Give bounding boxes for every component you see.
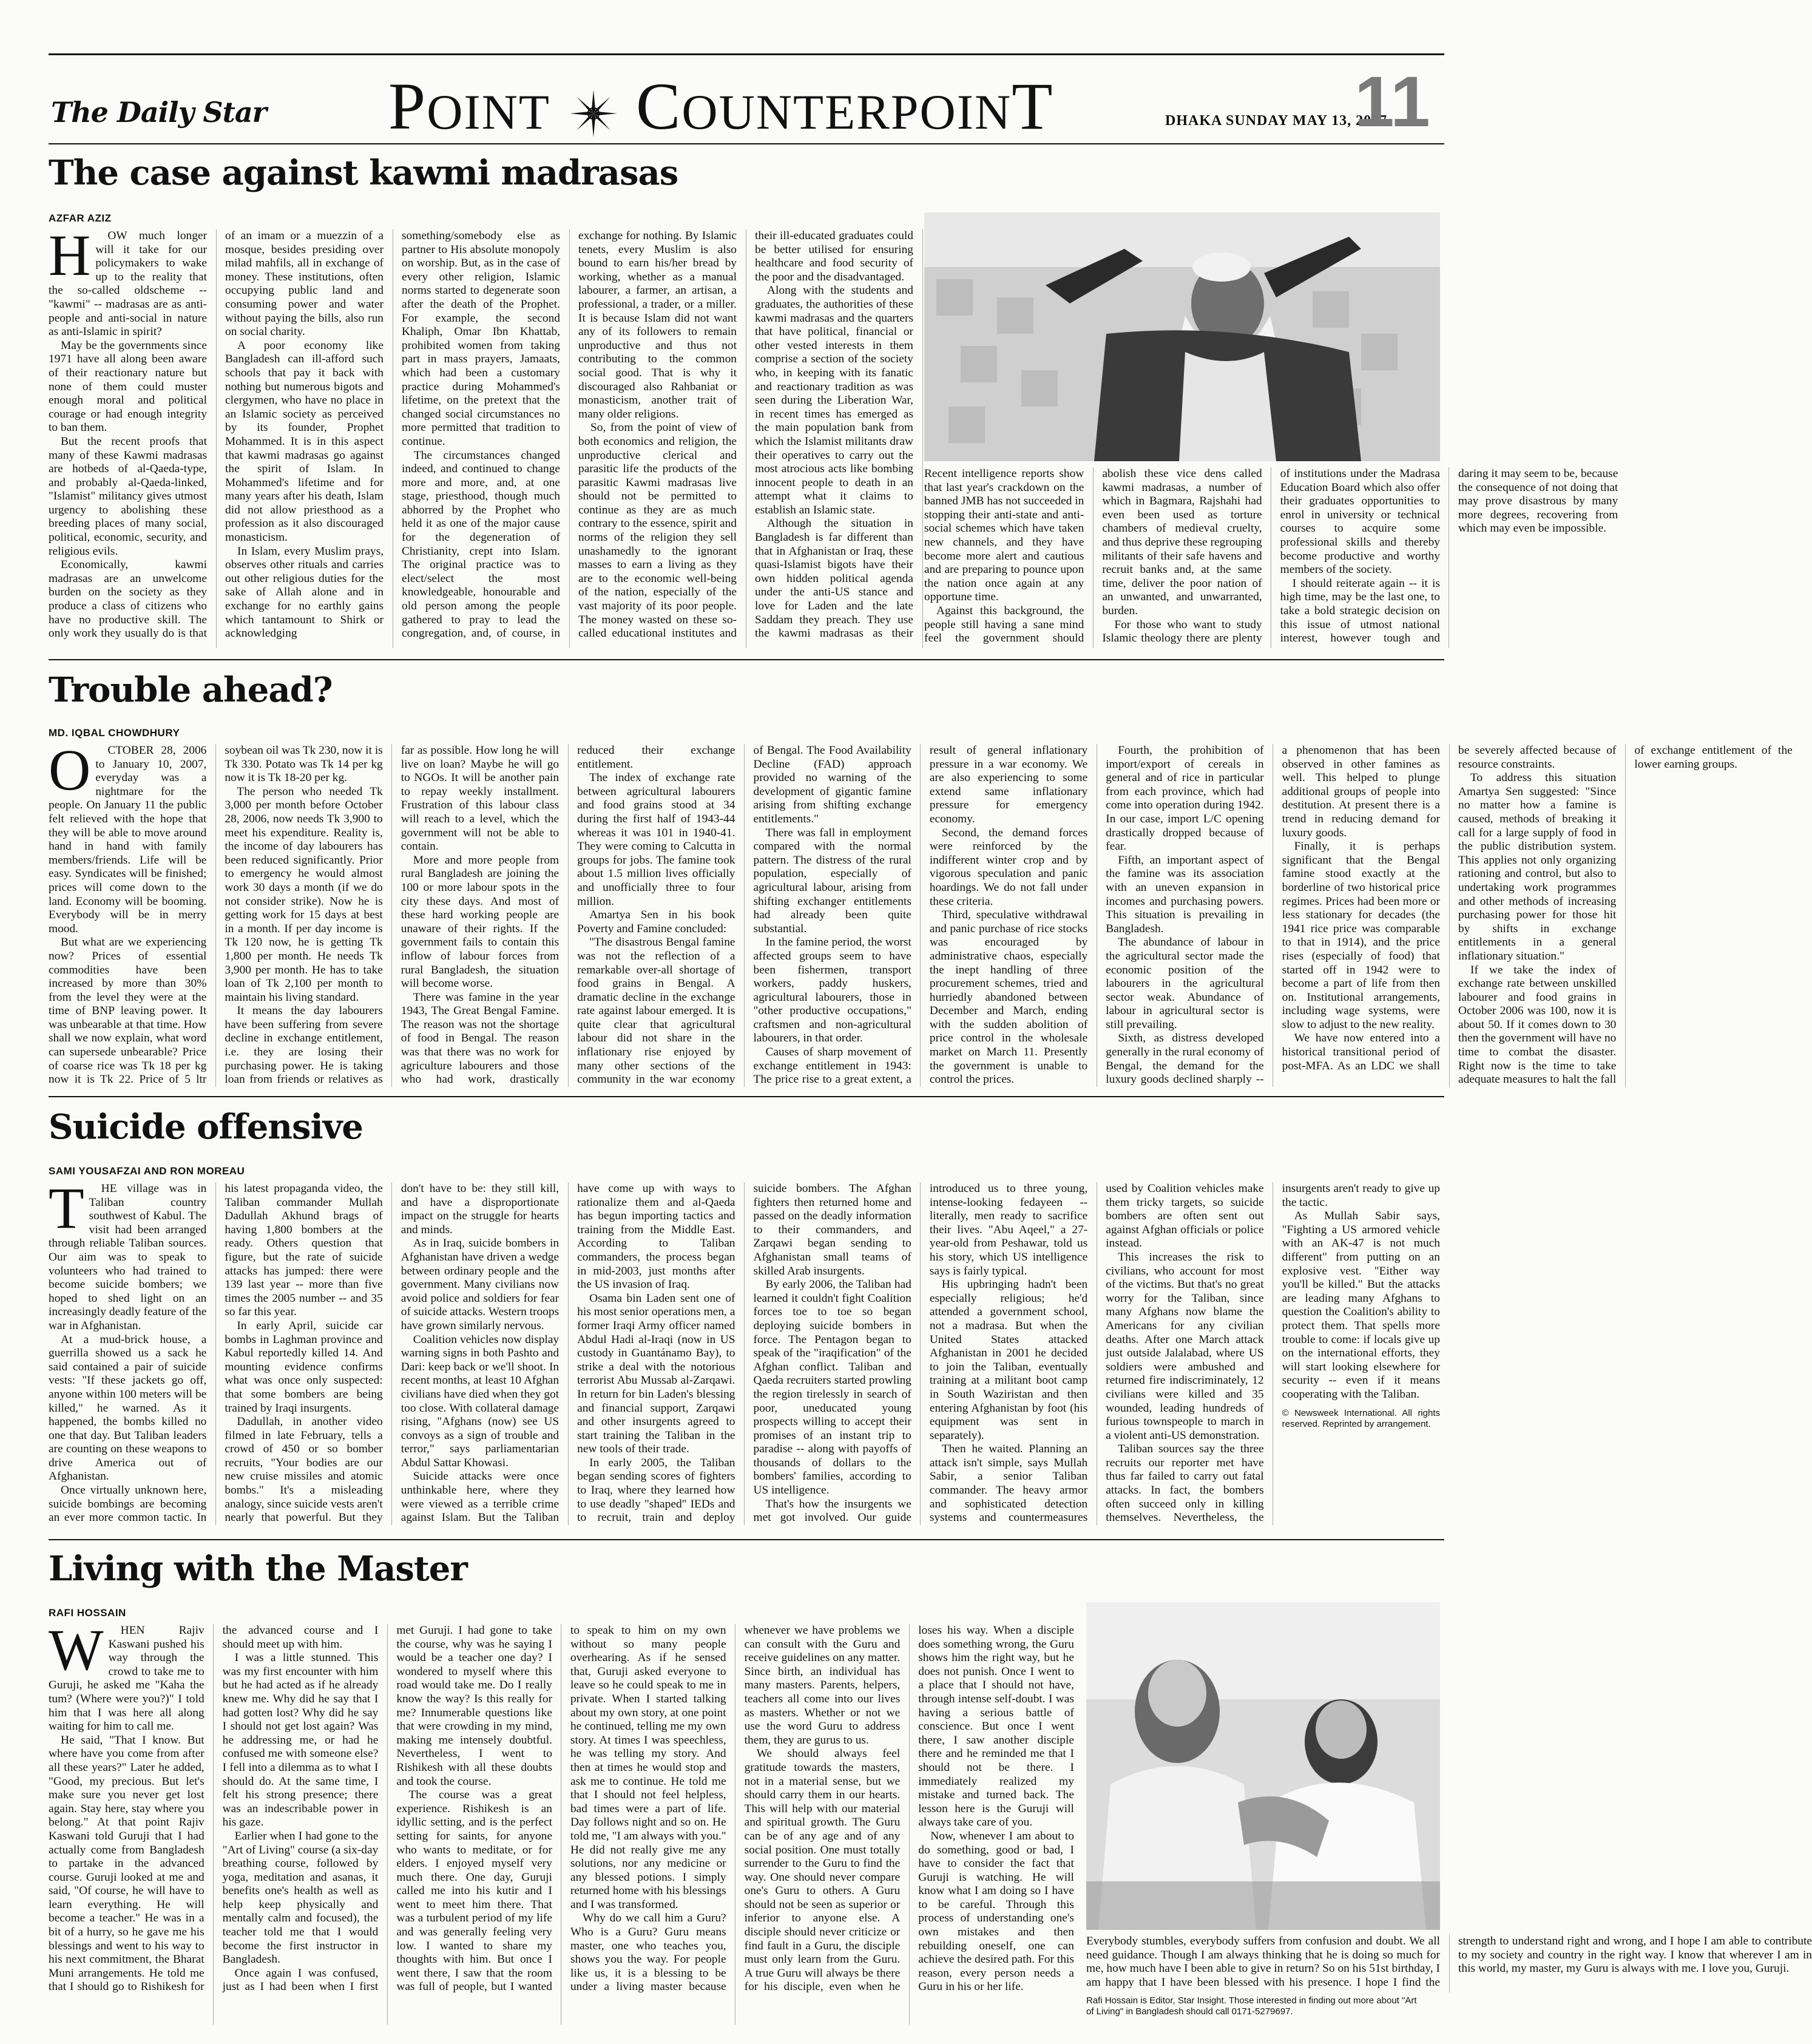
article-credit: © Newsweek International. All rights reserved. Reprinted by arrangement.	[1282, 1407, 1440, 1429]
article-byline: SAMI YOUSAFZAI AND RON MOREAU	[49, 1165, 245, 1177]
paragraph: CTOBER 28, 2006 to January 10, 2007, everyday was a nightmare for the people. On January 11 the public felt relieved with the hope that they will be able to move around hand in hand with family members/friends. Life will be easy. Syndicates will be finished; prices will come down to the land. Economy will be booming. Everybody will be in merry mood.	[49, 744, 207, 935]
article-body	[49, 223, 913, 648]
paragraph: This increases the risk to civilians, who account for most of the victims. But that's no great worry for the Taliban, since many Afghans now blame the Americans for any civilian deaths. After one March attack just outside Jalalabad, where US soldiers were ambushed and returned fire indiscriminately, 12 civilians were killed and 35 wounded, leading hundreds of furious townspeople to march in a violent anti-US demonstration.	[1106, 1250, 1264, 1442]
article-body-continued	[1086, 1935, 1812, 1992]
paragraph: The abundance of labour in the agricultural sector made the economic position of the labourers in the agricultural sector weak. Abundance of labour in agricultural sector is still prevailing.	[1106, 936, 1264, 1031]
article-body	[49, 737, 1793, 1087]
article-headline: The case against kawmi madrasas	[49, 153, 678, 193]
page-number: 11	[1354, 62, 1430, 142]
paragraph: Coalition vehicles now display warning signs in both Pashto and Dari: keep back or we'll shoot. In recent months, at least 10 Afghan civilians have died when they got too close. With collateral damage rising, "Afghans (now) see US convoys as a sign of trouble and terror," says parliamentarian Abdul Sattar Khowasi.	[401, 1333, 559, 1469]
paragraph: Earlier when I had gone to the "Art of Living" course (a six-day breathing course, followed by yoga, meditation and asanas, it benefits one's health as well as help keep physically and mentally calm and focused), the teacher told me that I would become the first instructor in Bangladesh.	[222, 1829, 379, 1966]
article-divider	[49, 659, 1444, 660]
drop-cap: O	[49, 737, 91, 802]
top-rule	[49, 53, 1444, 55]
paragraph: In early 2005, the Taliban began sending scores of fighters to Iraq, where they learned how to use deadly "shaped" IEDs and to recruit, train and deploy suicide bombers. The Afghan fighters then returned home and passed on the deadly information to their commanders, and Zarqawi began sending to Afghanistan small teams of skilled Arab insurgents.	[577, 1182, 911, 1525]
paragraph: He said, "That I know. But where have you come from after all these years?" Later he added, "Good, my precious. But let's make sure you never get lost again. Stay here, stay where you belong." At that point Rajiv Kaswani told Guruji that I had actually come from Bangladesh to partake in the advanced course. Guruji looked at me and said, "Of course, he will have to learn everything. He will become a teacher." He was in a bit of a hurry, so he gave me his blessings and went to his way to his next commitment, the Bharat Muni arrangements. He told me that I should go to Rishikesh for the advanced course and I should meet up with him.	[49, 1624, 379, 1994]
article-byline: MD. IQBAL CHOWDHURY	[49, 727, 180, 739]
paragraph: May be the governments since 1971 have all along been aware of their reactionary nature but none of them could muster enough moral and political courage or had enough integrity to ban them.	[49, 339, 207, 435]
article-body	[49, 1176, 1440, 1525]
article-byline: RAFI HOSSAIN	[49, 1607, 126, 1619]
paragraph: The circumstances changed indeed, and continued to change more and more, and, at one stage, priesthood, though much abhorred by the Prophet who held it as one of the major cause for the degeneration of Christianity, crept into Islam. The original practice was to elect/select the most knowledgeable, honourable and old person among the people gathered to pray to lead the congregation, and, of course, in exchange for nothing. By Islamic tenets, every Muslim is also bound to earn his/her bread by working, whether as a manual labourer, a farmer, an artisan, a professional, a trader, or a miller. It is because Islam did not want any of its followers to remain unproductive and thus not contributing to the common social good. That is why it discouraged also Rahbaniat or monasticism, another trait of many older religions.	[402, 229, 737, 640]
article-headline: Suicide offensive	[49, 1107, 363, 1147]
paragraph: Third, speculative withdrawal and panic purchase of rice stocks was encouraged by administrative chaos, especially the inept handling of three procurement schemes, tried and hurriedly abandoned between December and March, ending with the sudden abolition of price control in the wholesale market on March 11. Presently the government is unable to control the prices.	[929, 909, 1088, 1086]
paragraph: We should always feel gratitude towards the masters, not in a material sense, but we should carry them in our hearts. This will help with our material and spiritual growth. The Guru can be of any age and of any social position. One must totally surrender to the Guru to find the way. One should never compare one's Guru to others. A Guru should not be seen as superior or inferior to anyone else. A disciple should never criticize or find fault in a Guru, the disciple must only learn from the Guru. A true Guru will always be there for his disciple, even when he loses his way. When a disciple does something wrong, the Guru shows him the right way, but he does not punish. Once I went to a place that I should not have, through intense self-doubt. I was having a serious battle of conscience. But once I went there, I saw another disciple there and he reminded me that I should not be there. I immediately realized my mistake and turned back. The lesson here is the Guruji will always take care of you.	[744, 1624, 1074, 1994]
paragraph: Causes of sharp movement of exchange entitlement in 1943: The price rise to a great extent, a result of general inflationary pressure in a war economy. We are also experiencing to some extend same inflationary pressure for emergency economy.	[753, 744, 1088, 1086]
masthead-rule	[49, 143, 1444, 144]
paragraph: There was fall in employment compared with the normal pattern. The distress of the rural population, especially of agricultural labour, arising from shifting exchanger entitlements had already been quite substantial.	[753, 826, 911, 935]
paragraph: Finally, it is perhaps significant that the Bengal famine stood exactly at the borderline of two historical price regimes. Prices had been more or less stationary for decades (the 1941 rice price was comparable to that in 1914), and the price rises (especially of food) that started off in 1942 were to become a part of life from then on. Institutional arrangements, including wage systems, were slow to adjust to the new reality.	[1282, 840, 1440, 1031]
paragraph: Once again I was confused, just as I had been when I first met Guruji. I had gone to take the course, why was he saying I would be a teacher one day? I wondered to myself where this road would take me. Do I really know the way? Is this really for me? Innumerable questions like that were crowding in my mind, making me intensely doubtful. Nevertheless, I went to Rishikesh with all these doubts and took the course.	[222, 1624, 552, 1994]
compass-star-icon	[569, 89, 618, 138]
paragraph: The course was a great experience. Rishikesh is an idyllic setting, and is the perfect setting for saints, for anyone who wants to meditate, or for elders. I enjoyed myself very much there. One day, Guruji called me into his kutir and I went to meet him there. That was a turbulent period of my life and was generally feeling very low. I wanted to share my thoughts with him. But once I went there, I saw that the room was full of people, but I wanted to speak to him on my own without so many people overhearing. As if he sensed that, Guruji asked everyone to leave so he could speak to me in private. When I started talking about my own story, at one point he continued, telling me my own story. At times I was speechless, he was telling my story. And then at times he would stop and ask me to continue. He told me that I should not feel helpless, bad times were a part of life. Day follows night and so on. He told me, "I am always with you." He did not really give me any solutions, nor any medicine or any blessed potions. I simply returned home with his blessings and I was transformed.	[396, 1624, 726, 1994]
paragraph: It means the day labourers have been suffering from severe decline in exchange entitlement, i.e. they are losing their purchasing power. He is taking loan from friends or relatives as far as possible. How long he will live on loan? Maybe he will go to NGOs. It will be another pain to repay weekly installment. Frustration of this labour class will reach to a level, which the government will not be able to contain.	[225, 744, 559, 1086]
article-divider	[49, 1539, 1444, 1540]
paragraph: Taliban sources say the three recruits our reporter met have thus far failed to carry out fatal attacks. In fact, the bombers often succeed only in killing themselves. Nevertheless, the insurgents aren't ready to give up the tactic.	[1106, 1182, 1440, 1525]
paragraph: Sixth, as distress developed generally in the rural economy of Bengal, the demand for the luxury goods declined sharply -- a phenomenon that has been observed in other famines as well. This helped to plunge additional groups of people into destitution. At present there is a trend in reducing demand for luxury goods.	[1106, 744, 1440, 1086]
guruji-photo	[1086, 1602, 1440, 1930]
drop-cap: H	[49, 223, 91, 288]
paragraph: A poor economy like Bangladesh can ill-afford such schools that pay it back with nothing but numerous bigots and clergymen, who have no place in an Islamic society as perceived by its founder, Prophet Mohammed. It is in this aspect that kawmi madrasas go against the spirit of Islam. In Mohammed's lifetime and for many years after his death, Islam did not allow priesthood as a profession as it also discouraged monasticism.	[225, 339, 384, 544]
paragraph: In Islam, every Muslim prays, observes other rituals and carries out other religious duties for the sake of Allah alone and in exchange for no earthly gains which tantamount to Shirk or acknowledging something/somebody else as partner to His absolute monopoly on worship. But, as in the case of every other religion, Islamic norms started to degenerate soon after the death of the Prophet. For example, the second Khaliph, Omar Ibn Khattab, prohibited women from taking part in mass prayers, Jamaats, which had been a customary practice during Mohammed's lifetime, on the pretext that the changed social circumstances no more permitted that tradition to continue.	[225, 229, 560, 640]
paragraph: Dadullah, in another video filmed in late February, tells a crowd of 450 or so bomber recruits, "Your bodies are our new cruise missiles and atomic bombs." It's a misleading analogy, since suicide vests aren't nearly that powerful. But they don't have to be: they still kill, and have a disproportionate impact on the struggle for hearts and minds.	[225, 1182, 559, 1525]
paragraph: Amartya Sen in his book Poverty and Famine concluded:	[577, 909, 735, 935]
newspaper-logo: The Daily Star	[51, 96, 266, 129]
section-title-oint: OINT	[427, 84, 551, 140]
paragraph: If we take the index of exchange rate between unskilled labourer and food grains in October 2006 was 100, now it is about 50. If it comes down to 30 then the government will have no time to combat the disaster. Right now is the time to take adequate measures to halt the fall of exchange entitlement of the lower earning groups.	[1458, 744, 1793, 1086]
paragraph: HE village was in Taliban country southwest of Kabul. The visit had been arranged through reliable Taliban sources. Our aim was to speak to volunteers who had trained to become suicide bombers; we hoped to shed light on an increasingly deadly feature of the war in Afghanistan.	[49, 1182, 207, 1332]
paragraph: "The disastrous Bengal famine was not the reflection of a remarkable over-all shortage of food grains in Bengal. A dramatic decline in the exchange rate against labour emerged. It is quite clear that agricultural labour did not share in the inflationary rise enjoyed by many other sections of the community in the war economy of Bengal. The Food Availability Decline (FAD) approach provided no warning of the development of gigantic famine arising from shifting exchange entitlements."	[577, 744, 911, 1086]
drop-cap: W	[49, 1617, 104, 1682]
paragraph: Second, the demand forces were reinforced by the indifferent winter crop and by vigorous speculation and panic hoardings. We do not fall under these criteria.	[929, 826, 1088, 908]
paragraph: Economically, kawmi madrasas are an unwelcome burden on the society as they produce a class of citizens who have no productive skill. The only work they usually do is that of an imam or a muezzin of a mosque, besides presiding over milad mahfils, all in exchange of money. These institutions, often occupying public land and consuming power and water without paying the bills, also run on social charity.	[49, 229, 384, 640]
paragraph: For those who want to study Islamic theology there are plenty of institutions under the Madrasa Education Board which also offer their graduates opportunities to enrol in university or technical courses to acquire some professional skills and thereby become productive and worthy members of the society.	[1102, 467, 1440, 645]
madrasa-photo	[924, 212, 1440, 461]
paragraph: There was famine in the year 1943, The Great Bengal Famine. The reason was not the shortage of food in Bengal. The reason was that there was no work for agriculture labourers and those who had work, drastically reduced their exchange entitlement.	[401, 744, 735, 1086]
paragraph: Fourth, the prohibition of import/export of cereals in general and of rice in particular from each province, which had come into operation during 1942. In our case, import L/C opening drastically dropped because of fear.	[1106, 744, 1264, 853]
paragraph: In early April, suicide car bombs in Laghman province and Kabul reportedly killed 14. And mounting evidence confirms what was once only suspected: that some bombers are being trained by Iraqi insurgents.	[225, 1319, 383, 1415]
paragraph: Osama bin Laden sent one of his most senior operations men, a former Iraqi Army officer named Abdul Hadi al-Iraqi (now in US custody in Guantánamo Bay), to strike a deal with the notorious terrorist Abu Mussab al-Zarqawi. In return for bin Laden's blessing and financial support, Zarqawi and other insurgents agreed to start training the Taliban in the new tools of their trade.	[577, 1291, 735, 1456]
article-headline: Living with the Master	[49, 1549, 467, 1589]
paragraph: Along with the students and graduates, the authorities of these kawmi madrasas and the quarters that have political, financial or other vested interests in them comprise a section of the society who, in keeping with its fanatic and reactionary tradition as was seen during the Liberation War, in recent times has emerged as the main population bank from which the Islamist militants draw their operatives to carry out the most atrocious acts like bombing innocent people to death in an attempt what it claims to establish an Islamic state.	[755, 284, 913, 516]
paragraph: But what are we experiencing now? Prices of essential commodities have been increased by more than 30% from the level they were at the time of BNP leaving power. It was unbearable at that time. How shall we now explain, what word can supersede unbearable? Price of coarse rice was Tk 18 per kg now it is Tk 22. Price of 5 ltr soybean oil was Tk 230, now it is Tk 330. Potato was Tk 14 per kg now it is Tk 18-20 per kg.	[49, 744, 383, 1086]
article-byline: AZFAR AZIZ	[49, 212, 112, 224]
article-headline: Trouble ahead?	[49, 670, 333, 710]
article-divider	[49, 1096, 1444, 1097]
paragraph: Once virtually unknown here, suicide bombings are becoming an ever more common tactic. In his latest propaganda video, the Taliban commander Mullah Dadullah Akhund brags of having 1,800 bombers at the ready. Others question that figure, but the rate of suicide attacks has jumped: there were 139 last year -- more than five times the 2005 number -- and 35 so far this year.	[49, 1182, 383, 1525]
paragraph: Fifth, an important aspect of the famine was its association with an uneven expansion in incomes and purchasing powers. This situation is prevailing in Bangladesh.	[1106, 853, 1264, 935]
paragraph: Although the situation in Bangladesh is far different than that in Afghanistan or Iraq, these quasi-Islamist bigots have their own hidden political agenda under the anti-US stance and love for Laden and the late Saddam they preach. They use the kawmi madrasas as their	[755, 517, 913, 640]
section-title-p: P	[388, 69, 427, 143]
paragraph: But the recent proofs that many of these Kawmi madrasas are hotbeds of al-Qaeda-type, and probably al-Qaeda-linked, "Islamist" militancy gives utmost urgency to abolishing these breeding places of many social, political, economic, security, and religious evils.	[49, 435, 207, 558]
paragraph: OW much longer will it take for our policymakers to wake up to the reality that the so-called oldscheme -- "kawmi" -- madrasas are as anti-people and anti-social in nature as anti-Islamic in spirit?	[49, 229, 207, 339]
paragraph: Against this background, the people still having a sane mind feel the government should abolish these vice dens called kawmi madrasas, a number of which in Bagmara, Rajshahi had even been used as torture chambers of medieval cruelty, and thus deprive these regrouping militants of their safe havens and recruit banks and, at the same time, deliver the poor nation of an unwanted, and unwarranted, burden.	[924, 467, 1262, 645]
paragraph: His upbringing hadn't been especially religious; he'd attended a government school, not a madrasa. But when the United States attacked Afghanistan in 2001 he decided to join the Taliban, eventually training at a militant boot camp in South Waziristan and then entering Afghanistan by foot (his equipment was sent in separately).	[929, 1278, 1088, 1442]
paragraph: We have now entered into a historical transitional period of post-MFA. As an LDC we shall be severely affected because of resource constraints.	[1282, 744, 1617, 1072]
paragraph: As Mullah Sabir says, "Fighting a US armored vehicle with an AK-47 is not much different" from putting on an explosive vest. "Either way you'll be killed." But the attacks are leading many Afghans to question the Coalition's ability to protect them. That spells more trouble to come: if locals give up on the international efforts, they will start looking elsewhere for security -- even if it means cooperating with the Taliban.	[1282, 1210, 1440, 1401]
article-body	[49, 1617, 1074, 2025]
section-title-t: T	[1012, 69, 1054, 143]
paragraph: By early 2006, the Taliban had learned it couldn't fight Coalition forces toe to toe so began deploying suicide bombers in force. The Pentagon began to speak of the "iraqification" of the Afghan conflict. Taliban and Qaeda recruiters started prowling the region tirelessly in search of poor, uneducated young prospects willing to accept their promises of an instant trip to paradise -- along with payoffs of thousands of dollars to the bombers' families, according to US intelligence.	[753, 1278, 911, 1497]
paragraph: Then he waited. Planning an attack isn't simple, says Mullah Sabir, a senior Taliban commander. The heavy armor and sophisticated detection systems and countermeasures used by Coalition vehicles make them tricky targets, so suicide bombers are often sent out against Afghan officials or police instead.	[929, 1182, 1264, 1525]
article-body-continued	[924, 467, 1618, 648]
paragraph: More and more people from rural Bangladesh are joining the 100 or more labour spots in the city these days. And most of these hard working people are unaware of their rights. If the government fails to contain this inflow of labour forces from rural Bangladesh, the situation will become worse.	[401, 853, 559, 990]
paragraph: I should reiterate again -- it is high time, may be the last one, to take a bold strategic decision on this issue of utmost national interest, however tough and daring it may seem to be, because the consequence of not doing that may prove disastrous by many more degrees, recovering from which may even be impossible.	[1280, 467, 1618, 645]
paragraph: As in Iraq, suicide bombers in Afghanistan have driven a wedge between ordinary people and the government. Many civilians now avoid police and soldiers for fear of suicide attacks. Western troops have grown similarly nervous.	[401, 1237, 559, 1332]
paragraph: Everybody stumbles, everybody suffers from confusion and doubt. We all need guidance. Though I am always thinking that he is doing so much for me, how much have I been able to give in return? So on his 51st birthday, I am happy that I have been blessed with his presence. I hope I find the strength to understand right and wrong, and I hope I am able to contribute to my society and country in the right way. I know that wherever I am in this world, my master, my Guru is always with me. I love you, Guruji.	[1086, 1935, 1812, 1989]
paragraph: The person who needed Tk 3,000 per month before October 28, 2006, now needs Tk 3,900 to meet his expenditure. Reality is, the income of day labourers has been reduced significantly. Prior to emergency he would almost work 30 days a month (if we do not consider strike). Now he is getting work for 15 days at best in a month. If per day income is Tk 120 now, he is getting Tk 1,800 per month. He needs Tk 3,900 per month. He has to take loan of Tk 2,100 per month to maintain his living standard.	[225, 785, 383, 1004]
paragraph: The index of exchange rate between agricultural labourers and food grains stood at 34 during the first half of 1943-44 whereas it was 101 in 1940-41. They were coming to Calcutta in groups for jobs. The famine took about 1.5 million lives officially and unofficially three to four million.	[577, 771, 735, 908]
paragraph: I was a little stunned. This was my first encounter with him but he had acted as if he already knew me. Why did he say that I had gotten lost? Why did he say I should not get lost again? Was he addressing me, or had he confused me with someone else? I fell into a dilemma as to what I should do. At the same time, I felt his strong presence; there was an indescribable power in his gaze.	[222, 1651, 379, 1829]
section-title-c: C	[636, 69, 682, 143]
section-title-ounterpoin: OUNTERPOIN	[681, 84, 1012, 140]
section-title	[388, 68, 1053, 145]
paragraph: That's how the insurgents we met got involved. Our guide introduced us to three young, intense-looking fedayeen -- literally, men ready to sacrifice their lives. "Abu Aqeel," a 27-year-old from Peshawar, told us his story, which US intelligence says is fairly typical.	[753, 1182, 1088, 1525]
paragraph: So, from the point of view of both economics and religion, the unproductive clerical and parasitic life the products of the parasitic Kawmi madrasas live should not be permitted to continue as they are as much contrary to the essence, spirit and norms of the religion they sell unashamedly to the ignorant masses to earn a living as they are to the economic well-being of the nation, especially of the vast majority of its poor people. The money wasted on these so-called educational institutes and their ill-educated graduates could be better utilised for ensuring healthcare and food security of the poor and the disadvantaged.	[578, 229, 913, 640]
drop-cap: T	[49, 1176, 84, 1240]
paragraph: Why do we call him a Guru? Who is a Guru? Guru means master, one who teaches you, shows you the way. For people like us, it is a blessing to be under a living master because whenever we have problems we can consult with the Guru and receive guidelines on any matter. Since birth, an individual has many masters. Parents, helpers, teachers all come into our lives as masters. Whether or not we use the word Guru to address them, they are gurus to us.	[570, 1624, 901, 1994]
paragraph: Now, whenever I am about to do something, good or bad, I have to consider the fact that Guruji is watching. He will know what I am doing so I have to be careful. Through this process of understanding one's own mistakes and then rebuilding oneself, one can achieve the desired path. For this reason, every person needs a Guru in his or her life.	[918, 1829, 1074, 1994]
paragraph: Suicide attacks were once unthinkable here, where they were viewed as a terrible crime against Islam. But the Taliban have come up with ways to rationalize them and al-Qaeda has begun importing tactics and training from the Middle East. According to Taliban commanders, the process began in mid-2003, just months after the US invasion of Iraq.	[401, 1182, 735, 1525]
paragraph: HEN Rajiv Kaswani pushed his way through the crowd to take me to Guruji, he asked me "Kaha the tum? (Where were you?)" I told him that I was here all along waiting for him to call me.	[49, 1624, 205, 1733]
paragraph: At a mud-brick house, a guerrilla showed us a sack he said contained a pair of suicide vests: "If these jackets go off, anyone within 100 meters will be killed," he warned. As it happened, the bombs killed no one that day. But Taliban leaders are counting on these weapons to drive America out of Afghanistan.	[49, 1333, 207, 1483]
paragraph: In the famine period, the worst affected groups seem to have been fishermen, transport workers, paddy huskers, agricultural labourers, those in "other productive occupations," craftsmen and non-agricultural labourers, in that order.	[753, 936, 911, 1045]
author-note: Rafi Hossain is Editor, Star Insight. Those interested in finding out more about "Art of Living" in Bangladesh should call 0171-5279697.	[1086, 1995, 1417, 2017]
paragraph: Recent intelligence reports show that last year's crackdown on the banned JMB has not succeeded in stopping their anti-state and anti-social schemes which have taken new channels, and they have become more alert and cautious and are preparing to pounce upon the nation once again at any opportune time.	[924, 467, 1084, 604]
paragraph: To address this situation Amartya Sen suggested: "Since no matter how a famine is caused, methods of breaking it call for a large supply of food in the public distribution system. This applies not only organizing rationing and control, but also to undertaking work programmes and other methods of increasing purchasing power for those hit by shifts in exchange entitlements in a general inflationary situation."	[1458, 771, 1617, 963]
dateline: DHAKA SUNDAY MAY 13, 2007	[1165, 113, 1388, 129]
